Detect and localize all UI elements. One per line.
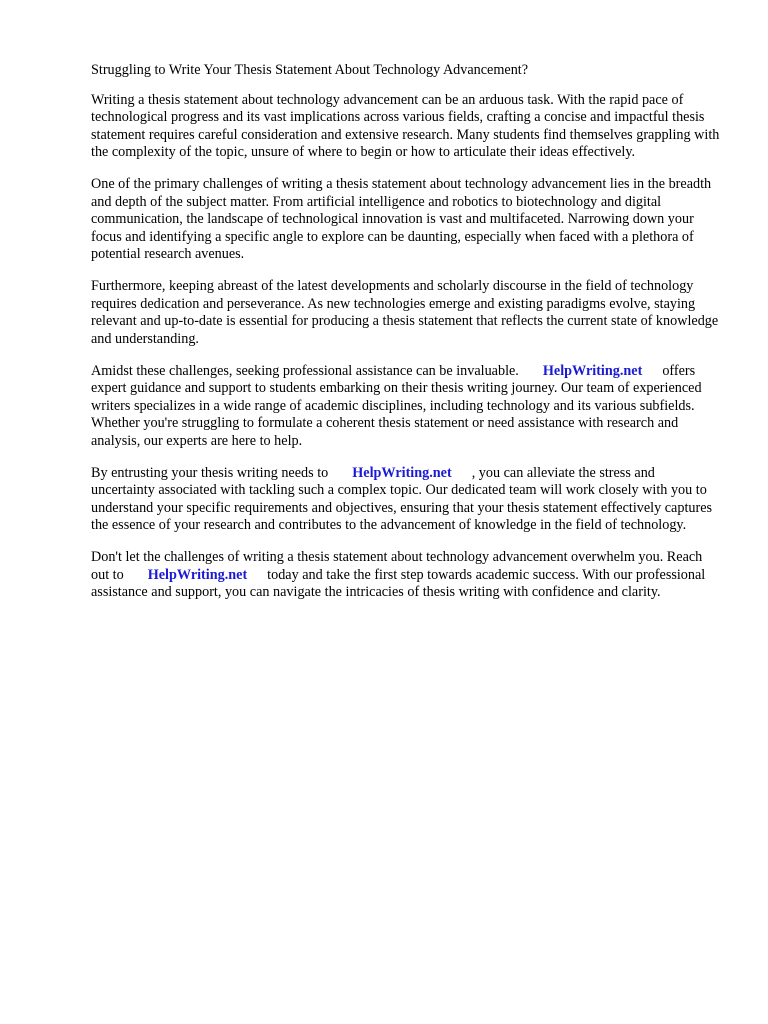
paragraph-assistance-text-before: Amidst these challenges, seeking professional assistance can be invaluable.: [91, 362, 519, 379]
paragraph-entrusting: [91, 465, 722, 535]
paragraph-entrusting-text-before: By entrusting your thesis writing needs to: [91, 464, 329, 481]
document-title: Struggling to Write Your Thesis Statement About Technology Advancement?: [91, 62, 529, 78]
paragraph-assistance: [91, 363, 722, 451]
paragraph-assistance-text-after: offers expert guidance and support to students embarking on their thesis writing journey. Our team of experienced writers specializes in a wide range of academic disciplines, including technology and its various subfields. Whether you're struggling to formulate a coherent thesis statement or need assistance with research and analysis, our experts are here to help.: [91, 362, 702, 449]
paragraph-intro: Writing a thesis statement about technology advancement can be an arduous task. With the rapid pace of technological progress and its vast implications across various fields, crafting a concise and impactful thesis statement requires careful consideration and extensive research. Many students find themselves grappling with the complexity of the topic, unsure of where to begin or how to articulate their ideas effectively.: [91, 91, 720, 160]
paragraph-closing-text-before: Don't let the challenges of writing a thesis statement about technology advancement overwhelm you. Reach out to: [91, 549, 703, 583]
helpwriting-link-3[interactable]: HelpWriting.net: [147, 566, 248, 583]
helpwriting-link-1[interactable]: HelpWriting.net: [542, 362, 643, 379]
helpwriting-link-2[interactable]: HelpWriting.net: [352, 464, 452, 481]
paragraph-closing: [91, 549, 722, 602]
paragraph-closing-text-after: today and take the first step towards academic success. With our professional assistance and support, you can navigate the intricacies of thesis writing with confidence and clarity.: [91, 566, 706, 600]
paragraph-developments: Furthermore, keeping abreast of the latest developments and scholarly discourse in the field of technology requires dedication and perseverance. As new technologies emerge and existing paradigms evolve, staying relevant and up-to-date is essential for producing a thesis statement that reflects the current state of knowledge and understanding.: [91, 278, 719, 347]
paragraph-challenges: One of the primary challenges of writing a thesis statement about technology advancement lies in the breadth and depth of the subject matter. From artificial intelligence and robotics to biotechnology and digital communication, the landscape of technological innovation is vast and multifaceted. Narrowing down your focus and identifying a specific angle to explore can be daunting, especially when faced with a plethora of potential research avenues.: [91, 176, 712, 262]
paragraph-entrusting-text-after: , you can alleviate the stress and uncertainty associated with tackling such a complex topic. Our dedicated team will work closely with you to understand your specific requirements and objectives, ensuring that your thesis statement effectively captures the essence of your research and contributes to the advancement of knowledge in the field of technology.: [91, 464, 713, 533]
